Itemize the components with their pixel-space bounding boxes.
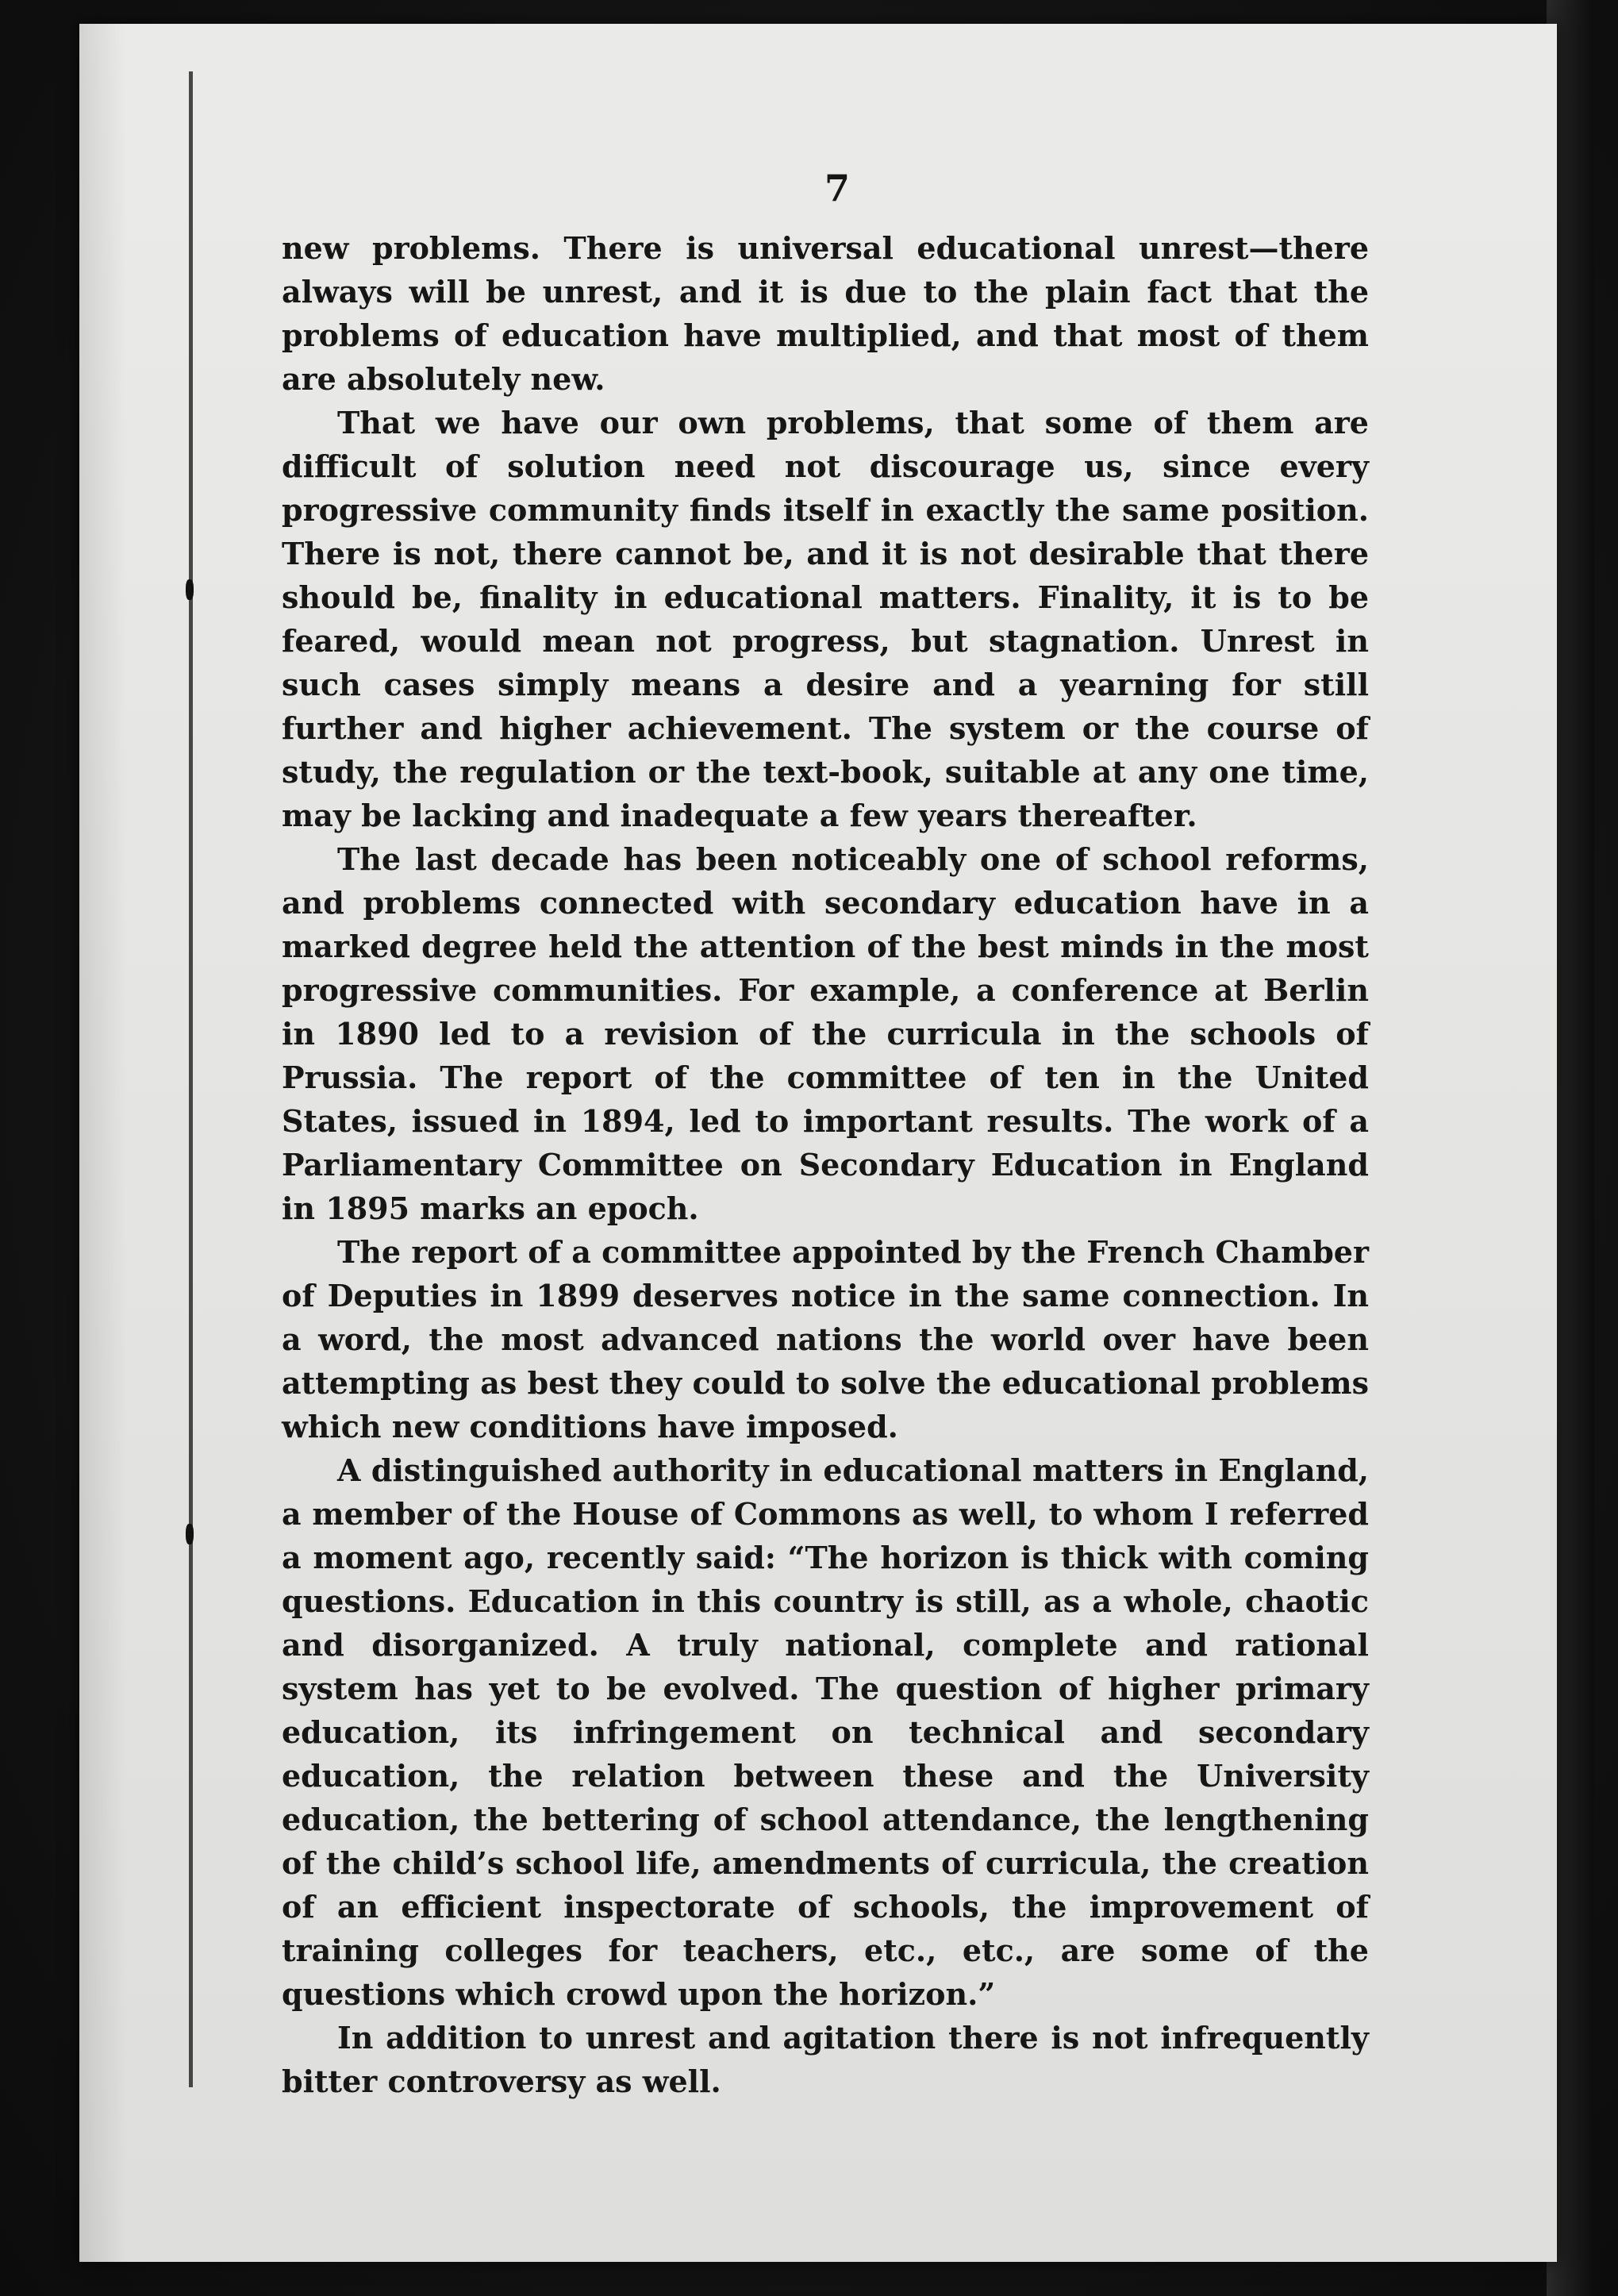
paragraph: new problems. There is universal educational unrest—there always will be unrest, and it is due to the plain fact that the problems of education have multiplied, and that most of them are absolutely new.	[282, 230, 1369, 397]
gutter-mark	[186, 579, 194, 600]
paragraph: The report of a committee appointed by the French Chamber of Deputies in 1899 deserves notice in the same connection. In a word, the most advanced nations the world over have been attempting as best they could to solve the educational problems which new conditions have imposed.	[282, 1234, 1369, 1444]
gutter-mark	[186, 1524, 194, 1544]
paragraph: In addition to unrest and agitation there is not infrequently bitter controversy as well.	[282, 2020, 1369, 2099]
page-text	[282, 167, 1369, 2103]
binding-line	[189, 71, 193, 2087]
paragraph: That we have our own problems, that some of them are difficult of solution need not discourage us, since every progressive community finds itself in exactly the same position. There is not, there cannot be, and it is not desirable that there should be, finality in educational matters. Finality, it is to be feared, would mean not progress, but stagnation. Unrest in such cases simply means a desire and a yearning for still further and higher achievement. The system or the course of study, the regulation or the text-book, suitable at any one time, may be lacking and inadequate a few years thereafter.	[282, 405, 1369, 833]
page-number: 7	[824, 167, 850, 210]
paragraph: The last decade has been noticeably one of school reforms, and problems connected with secondary education have in a marked degree held the attention of the best minds in the most progressive communities. For example, a conference at Berlin in 1890 led to a revision of the curricula in the schools of Prussia. The report of the committee of ten in the United States, issued in 1894, led to important results. The work of a Parliamentary Committee on Secondary Education in England in 1895 marks an epoch.	[282, 841, 1369, 1226]
paragraph: A distinguished authority in educational matters in England, a member of the House of Commons as well, to whom I referred a moment ago, recently said: “The horizon is thick with coming questions. Education in this country is still, as a whole, chaotic and disorganized. A truly national, complete and rational system has yet to be evolved. The question of higher primary education, its infringement on technical and secondary education, the relation between these and the University education, the bettering of school attendance, the lengthening of the child’s school life, amendments of curricula, the creation of an efficient inspectorate of schools, the improvement of training colleges for teachers, etc., etc., are some of the questions which crowd upon the horizon.”	[282, 1452, 1369, 2012]
